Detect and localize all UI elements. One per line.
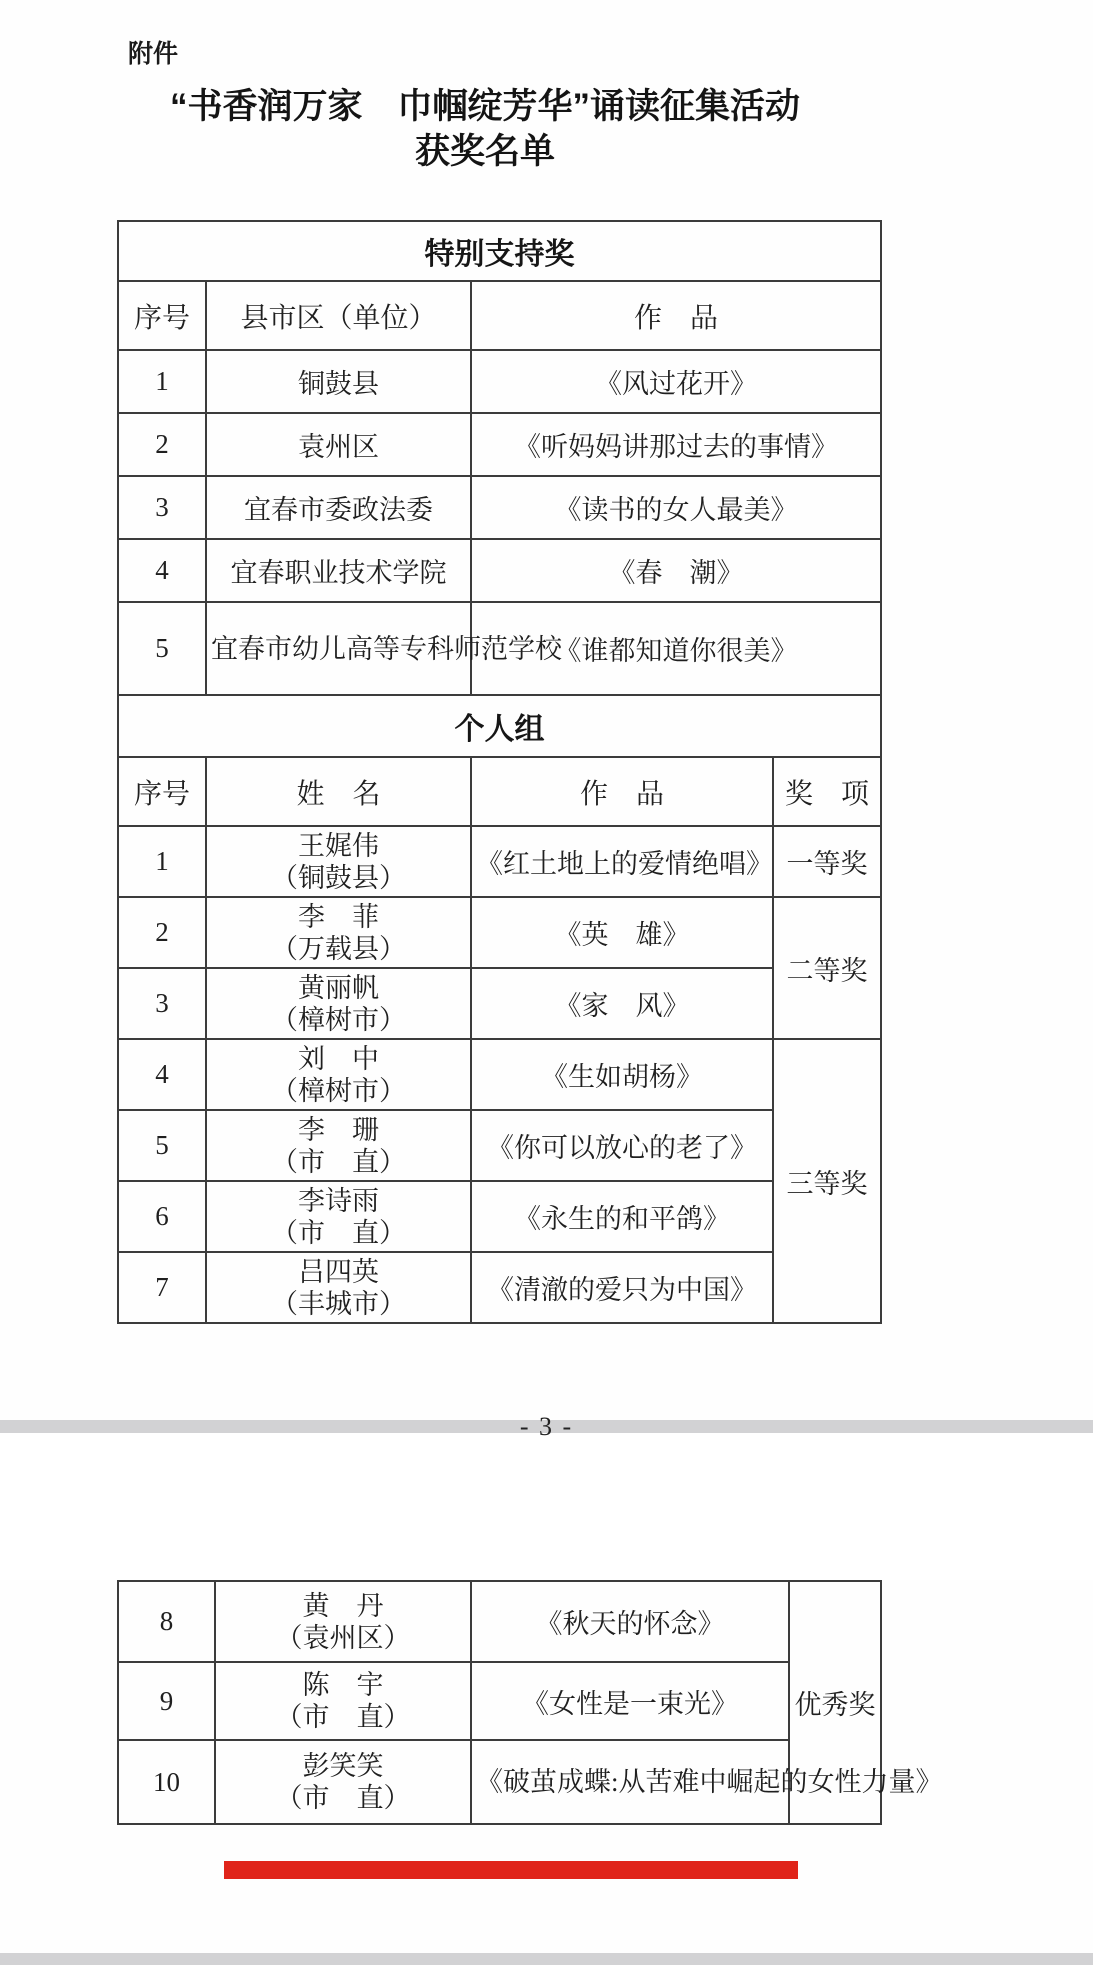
table-row xyxy=(118,1581,881,1662)
cell-seq: 8 xyxy=(118,1581,215,1662)
person-name: 李 珊 xyxy=(298,1114,379,1145)
col-header-name: 姓 名 xyxy=(206,757,471,826)
table-row xyxy=(118,826,881,897)
person-name: 李 菲 xyxy=(298,901,379,932)
cell-work: 《破茧成蝶:从苦难中崛起的女性力量》 xyxy=(471,1740,789,1824)
cell-name-unit xyxy=(206,897,471,968)
person-name: 王娓伟 xyxy=(298,830,379,861)
cell-unit: 袁州区 xyxy=(206,413,471,476)
table-row xyxy=(118,602,881,695)
cell-name-unit xyxy=(215,1740,471,1824)
section-header-individual-group: 个人组 xyxy=(118,695,881,757)
special-header-row xyxy=(118,281,881,350)
cell-name-unit xyxy=(215,1581,471,1662)
person-unit: （万载县） xyxy=(271,933,406,964)
page-number: - 3 - xyxy=(519,1412,574,1441)
person-unit: （铜鼓县） xyxy=(271,862,406,893)
person-unit: （樟树市） xyxy=(271,1004,406,1035)
cell-award-first-prize: 一等奖 xyxy=(773,826,881,897)
table-row xyxy=(118,1039,881,1110)
person-name: 李诗雨 xyxy=(298,1185,379,1216)
person-name: 吕四英 xyxy=(298,1256,379,1287)
document-page-4-fragment xyxy=(0,1580,1093,1965)
cell-work: 《英 雄》 xyxy=(471,897,773,968)
person-unit: （丰城市） xyxy=(271,1288,406,1319)
cell-award-third-prize: 三等奖 xyxy=(773,1039,881,1323)
table-row xyxy=(118,539,881,602)
person-unit: （市 直） xyxy=(271,1146,406,1177)
red-underline-highlight xyxy=(224,1861,798,1879)
cell-work: 《秋天的怀念》 xyxy=(471,1581,789,1662)
cell-seq: 5 xyxy=(118,1110,206,1181)
person-name: 刘 中 xyxy=(298,1043,379,1074)
cell-work: 《春 潮》 xyxy=(471,539,881,602)
cell-name-unit xyxy=(215,1662,471,1740)
document-title xyxy=(0,84,970,174)
col-header-award: 奖 项 xyxy=(773,757,881,826)
cell-seq: 3 xyxy=(118,476,206,539)
attachment-label: 附件 xyxy=(128,40,179,68)
cell-work: 《女性是一束光》 xyxy=(471,1662,789,1740)
cell-work: 《谁都知道你很美》 xyxy=(471,602,881,695)
col-header-seq: 序号 xyxy=(118,757,206,826)
cell-work: 《你可以放心的老了》 xyxy=(471,1110,773,1181)
cell-seq: 5 xyxy=(118,602,206,695)
table-row xyxy=(118,897,881,968)
section-header-special-award: 特别支持奖 xyxy=(118,221,881,281)
cell-name-unit xyxy=(206,826,471,897)
col-header-work: 作 品 xyxy=(471,757,773,826)
cell-work: 《读书的女人最美》 xyxy=(471,476,881,539)
table-row xyxy=(118,1252,881,1323)
col-header-unit: 县市区（单位） xyxy=(206,281,471,350)
cell-seq: 4 xyxy=(118,1039,206,1110)
cell-seq: 4 xyxy=(118,539,206,602)
person-unit: （市 直） xyxy=(275,1783,411,1813)
table-row xyxy=(118,1181,881,1252)
cell-seq: 9 xyxy=(118,1662,215,1740)
cell-seq: 10 xyxy=(118,1740,215,1824)
cell-seq: 2 xyxy=(118,413,206,476)
person-unit: （樟树市） xyxy=(271,1075,406,1106)
col-header-seq: 序号 xyxy=(118,281,206,350)
person-name: 陈 宇 xyxy=(302,1670,384,1700)
cell-name-unit xyxy=(206,968,471,1039)
table-row xyxy=(118,1662,881,1740)
cell-seq: 7 xyxy=(118,1252,206,1323)
person-unit: （袁州区） xyxy=(275,1622,411,1653)
cell-work: 《红土地上的爱情绝唱》 xyxy=(471,826,773,897)
table-row xyxy=(118,1110,881,1181)
bottom-gap-separator xyxy=(0,1953,1093,1965)
col-header-work: 作 品 xyxy=(471,281,881,350)
cell-unit: 宜春职业技术学院 xyxy=(206,539,471,602)
individual-header-row xyxy=(118,757,881,826)
person-unit: （市 直） xyxy=(271,1217,406,1248)
cell-work: 《家 风》 xyxy=(471,968,773,1039)
awards-table xyxy=(117,220,882,1324)
table-row xyxy=(118,1740,881,1824)
cell-work: 《生如胡杨》 xyxy=(471,1039,773,1110)
cell-name-unit xyxy=(206,1039,471,1110)
person-name: 彭笑笑 xyxy=(302,1751,384,1781)
cell-name-unit xyxy=(206,1252,471,1323)
person-unit: （市 直） xyxy=(275,1702,411,1732)
cell-seq: 1 xyxy=(118,350,206,413)
cell-work: 《风过花开》 xyxy=(471,350,881,413)
cell-name-unit xyxy=(206,1110,471,1181)
cell-seq: 6 xyxy=(118,1181,206,1252)
cell-work: 《永生的和平鸽》 xyxy=(471,1181,773,1252)
table-row xyxy=(118,350,881,413)
cell-unit: 宜春市委政法委 xyxy=(206,476,471,539)
table-row xyxy=(118,968,881,1039)
cell-work: 《清澈的爱只为中国》 xyxy=(471,1252,773,1323)
table-row xyxy=(118,476,881,539)
cell-seq: 2 xyxy=(118,897,206,968)
person-name: 黄 丹 xyxy=(302,1590,384,1621)
section-band-individual-group xyxy=(118,695,881,757)
cell-work: 《听妈妈讲那过去的事情》 xyxy=(471,413,881,476)
cell-seq: 3 xyxy=(118,968,206,1039)
cell-unit: 宜春市幼儿高等专科师范学校 xyxy=(206,602,471,695)
cell-name-unit xyxy=(206,1181,471,1252)
cell-award-excellence-prize: 优秀奖 xyxy=(789,1581,881,1824)
awards-table-continued xyxy=(117,1580,943,1825)
cell-seq: 1 xyxy=(118,826,206,897)
person-name: 黄丽帆 xyxy=(298,972,379,1003)
table-row xyxy=(118,413,881,476)
section-band-special-award xyxy=(118,221,881,281)
document-title-line1: “书香润万家 巾帼绽芳华”诵读征集活动 xyxy=(169,87,800,126)
cell-unit: 铜鼓县 xyxy=(206,350,471,413)
cell-award-second-prize: 二等奖 xyxy=(773,897,881,1039)
document-title-line2: 获奖名单 xyxy=(414,132,555,171)
